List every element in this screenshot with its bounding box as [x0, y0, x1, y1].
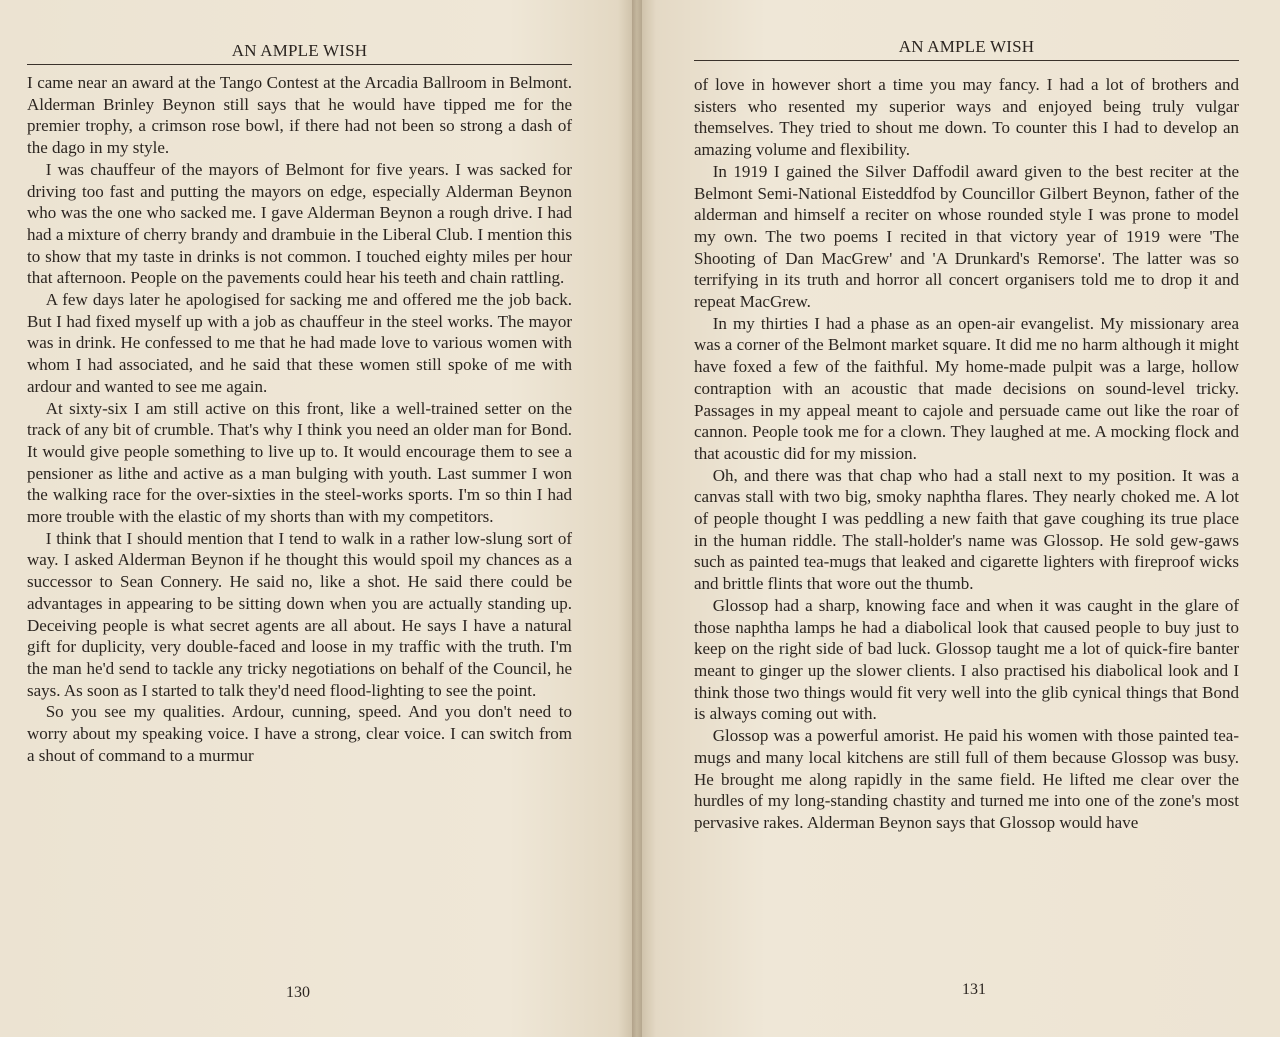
paragraph: In 1919 I gained the Silver Daffodil award given to the best reciter at the Belmont Semi-National Eisteddfod by Councillor Gilbert Beynon, father of the alderman and himself a reciter on whose rounded style I was prone to model my own. The two poems I recited in that victory year of 1919 were 'The Shooting of Dan MacGrew' and 'A Drunkard's Remorse'. The latter was so terrifying in its truth and horror all concert organisers told me to drop it and repeat MacGrew. — [694, 161, 1239, 312]
page-number: 131 — [962, 981, 986, 998]
right-page — [637, 0, 1280, 1037]
paragraph: I came near an award at the Tango Contest at the Arcadia Ballroom in Belmont. Alderman Brinley Beynon still says that he would have tipped me for the premier trophy, a crimson rose bowl, if there had not been so strong a dash of the dago in my style. — [27, 73, 572, 158]
page-number: 130 — [286, 984, 310, 1001]
paragraph: A few days later he apologised for sacking me and offered me the job back. But I had fixed myself up with a job as chauffeur in the steel works. The mayor was in drink. He confessed to me that he had made love to various women with whom I had associated, and he said that these women still spoke of me with ardour and wanted to see me again. — [27, 290, 572, 396]
paragraph: So you see my qualities. Ardour, cunning, speed. And you don't need to worry about my speaking voice. I have a strong, clear voice. I can switch from a shout of command to a murmur — [27, 702, 572, 765]
header-rule — [27, 64, 572, 65]
header-rule — [694, 60, 1239, 61]
paragraph: Oh, and there was that chap who had a stall next to my position. It was a canvas stall with two big, smoky naphtha flares. They nearly choked me. A lot of people thought I was peddling a new faith that gave coughing its true place in the human riddle. The stall-holder's name was Glossop. He sold gew-gaws such as painted tea-mugs that leaked and cigarette lighters with fireproof wicks and brittle flints that wore out the thumb. — [694, 465, 1239, 594]
paragraph: Glossop had a sharp, knowing face and when it was caught in the glare of those naphtha lamps he had a diabolical look that caused people to buy just to keep on the right side of bad luck. Glossop taught me a lot of quick-fire banter meant to ginger up the slower clients. I also practised his diabolical look and I think those two things would fit very well into the glib cynical things that Bond is always coming out with. — [694, 595, 1239, 724]
paragraph: of love in however short a time you may fancy. I had a lot of brothers and sisters who resented my superior ways and enjoyed being truly vulgar themselves. They tried to shout me down. To counter this I had to develop an amazing volume and flexibility. — [694, 75, 1239, 160]
book-gutter — [632, 0, 642, 1037]
paragraph: I was chauffeur of the mayors of Belmont for five years. I was sacked for driving too fast and putting the mayors on edge, especially Alderman Beynon who was the one who sacked me. I gave Alderman Beynon a rough drive. I had had a mixture of cherry brandy and drambuie in the Liberal Club. I mention this to show that my taste in drinks is not common. I touched eighty miles per hour that afternoon. People on the pavements could hear his teeth and chain rattling. — [27, 159, 572, 288]
left-page — [0, 0, 637, 1037]
paragraph: In my thirties I had a phase as an open-air evangelist. My missionary area was a corner of the Belmont market square. It did me no harm although it might have foxed a few of the faithful. My home-made pulpit was a large, hollow contraption with an acoustic that made decisions on sound-level tricky. Passages in my appeal meant to cajole and persuade came out like the roar of cannon. People took me for a clown. They laughed at me. A mocking flock and that acoustic did for my mission. — [694, 313, 1239, 463]
running-head: AN AMPLE WISH — [231, 41, 368, 60]
body-text — [694, 74, 1239, 834]
running-head: AN AMPLE WISH — [898, 37, 1035, 56]
body-text — [27, 72, 572, 767]
paragraph: At sixty-six I am still active on this front, like a well-trained setter on the track of any bit of crumble. That's why I think you need an older man for Bond. It would give people something to live up to. It would encourage them to see a pensioner as lithe and active as a man bulging with youth. Last summer I won the walking race for the over-sixties in the steel-works sports. I'm so thin I had more trouble with the elastic of my shorts than with my competitors. — [27, 398, 572, 527]
paragraph: I think that I should mention that I tend to walk in a rather low-slung sort of way. I asked Alderman Beynon if he thought this would spoil my chances as a successor to Sean Connery. He said no, like a shot. He said there could be advantages in appearing to be sitting down when you are actually standing up. Deceiving people is what secret agents are all about. He says I have a natural gift for duplicity, very double-faced and loose in my traffic with the truth. I'm the man he'd send to tackle any tricky negotiations on behalf of the Council, he says. As soon as I started to talk they'd need flood-lighting to see the point. — [27, 528, 572, 700]
paragraph: Glossop was a powerful amorist. He paid his women with those painted tea-mugs and many local kitchens are still full of them because Glossop was busy. He brought me along rapidly in the same field. He lifted me clear over the hurdles of my long-standing chastity and turned me into one of the zone's most pervasive rakes. Alderman Beynon says that Glossop would have — [694, 726, 1239, 832]
